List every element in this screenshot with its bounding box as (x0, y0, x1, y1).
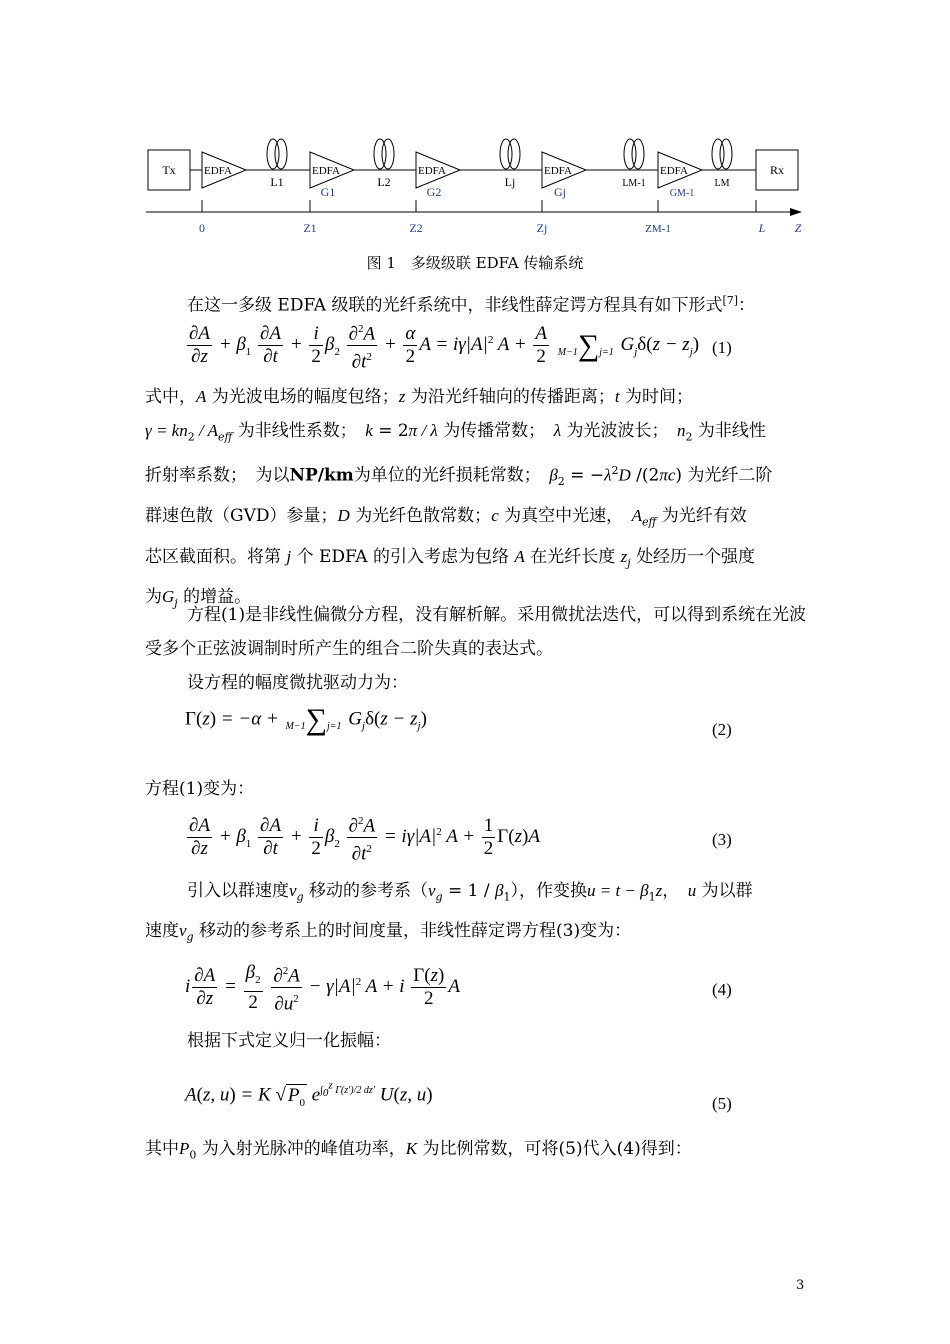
axis-label-z2: Z2 (409, 221, 423, 235)
equation-5: A(z, u) = K √ $P_0$ $e^{\int_0^z \Gamma(z')/2 dz'}$ U(z, u) (185, 1080, 433, 1109)
edfa-system-diagram (140, 130, 810, 245)
fiber-coil-4 (624, 139, 644, 169)
fiber-coil-3 (500, 139, 520, 169)
equation-number-3: (3) (712, 830, 732, 849)
axis-label-zj: Zj (536, 221, 548, 235)
edfa-label-4: EDFA (544, 165, 572, 177)
equation-4: i $\frac{\partial A}{\partial z}$ = $\frac{\beta_2}{2}$ $\frac{\partial^2A}{\partial u^2}$ − $\gamma|A|^2$ A + i $\frac{\Gamma(z)}{2}$ A (185, 961, 460, 1015)
fiber-coil-1 (267, 139, 287, 169)
gain-label-1: G1 (320, 185, 336, 199)
edfa-label-1: EDFA (204, 165, 232, 177)
axis-label-l: L (758, 221, 766, 235)
driving-force-paragraph: 设方程的幅度微扰驱动力为： (187, 673, 408, 693)
intro-end: ： (738, 295, 756, 316)
axis-label-zm1: ZM-1 (645, 223, 671, 235)
becomes-paragraph: 方程(1)变为： (145, 779, 255, 799)
reference-frame-paragraph: 引入以群速度$v_g$ 移动的参考系$(v_g = 1 / \beta_1)$，作变换$u = t - \beta_1z$， u 为以群 速度$v_g$ 移动的参考系上的时间度量，非线性薛定谔方程(3)变为： (145, 881, 753, 944)
equation-number-2: (2) (712, 720, 732, 739)
equation-3: $\frac{\partial A}{\partial z}$ + $\beta_1$ $\frac{\partial A}{\partial t}$ + $\frac{i}{2}$ $\beta_2$ $\frac{\partial^2A}{\partial t^2}$ = $i\gamma|A|^2$ A + $\frac{1}{2}$ Γ(z)A (185, 810, 540, 866)
z-axis-arrow-icon (790, 208, 802, 216)
axis-label-0: 0 (199, 221, 205, 235)
fiber-label-3: Lj (504, 175, 516, 189)
tx-label: Tx (162, 163, 176, 177)
pde-paragraph: 方程(1)是非线性偏微分方程，没有解析解。采用微扰法迭代，可以得到系统在光波受多个正弦波调制时所产生的组合二阶失真的表达式。 (145, 605, 807, 659)
final-paragraph: 其中$P_0$ 为入射光脉冲的峰值功率，K 为比例常数，可将(5)代入(4)得到： (145, 1139, 692, 1162)
fiber-coil-5 (712, 139, 732, 169)
figure-caption: 图 1 多级级联 EDFA 传输系统 (366, 254, 584, 272)
definitions-paragraph: 式中，A 为光波电场的幅度包络；z 为沿光纤轴向的传播距离；t 为时间； $\gamma = kn_2 / A_{eff}$ 为非线性系数； k = 2π / λ 为传播常数； λ 为光波波长； $n_2$ 为非线性 折射率系数； 为以NP/km为单位的光纤损耗常数； $\beta_2 = -\lambda^2D$ /(2πc) 为光纤二阶 群速色散（GVD）参量；D 为光纤色散常数；c 为真空中光速， $A_{eff}$ 为光纤有效 芯区截面积。将第 j 个 EDFA 的引入考虑为包络 A 在光纤长度 $z_j$ 处经历一个强度 为$G_j$ 的增益。 (145, 387, 773, 610)
equation-1: $\frac{\partial A}{\partial z}$ + $\beta_1$ $\frac{\partial A}{\partial t}$ + $\frac{i}{2}$ $\beta_2$ $\frac{\partial^2A}{\partial t^2}$ + $\frac{\alpha}{2}$ $A = i\gamma|A|^2$ A + $\frac{A}{2}$ M−1∑j=1 $G_j\delta(z - z_j)$ (185, 318, 699, 374)
citation: [7] (722, 294, 739, 307)
equation-number-1: (1) (712, 338, 732, 357)
gain-label-4: GM-1 (669, 188, 695, 199)
axis-label-z1: Z1 (303, 221, 317, 235)
equation-number-5: (5) (712, 1094, 732, 1113)
equation-2: Γ(z) = −α + M−1∑j=1 $G_j\delta(z - z_j)$ (185, 703, 427, 736)
axis-label-z: Z (794, 221, 802, 235)
intro-paragraph (145, 284, 807, 323)
fiber-label-1: L1 (270, 175, 284, 189)
edfa-label-2: EDFA (312, 165, 340, 177)
fiber-label-2: L2 (377, 175, 391, 189)
edfa-label-5: EDFA (660, 165, 688, 177)
gain-label-3: Gj (554, 185, 566, 199)
intro-text: 在这一多级 EDFA 级联的光纤系统中，非线性薛定谔方程具有如下形式 (187, 295, 723, 316)
normalize-paragraph: 根据下式定义归一化振幅： (187, 1031, 391, 1051)
rx-label: Rx (769, 163, 785, 177)
gain-label-2: G2 (426, 185, 442, 199)
fiber-label-5: LM (714, 178, 730, 189)
equation-number-4: (4) (712, 980, 732, 999)
fiber-label-4: LM-1 (622, 178, 646, 189)
edfa-label-3: EDFA (418, 165, 446, 177)
page-number: 3 (796, 1278, 805, 1293)
fiber-coil-2 (374, 139, 394, 169)
